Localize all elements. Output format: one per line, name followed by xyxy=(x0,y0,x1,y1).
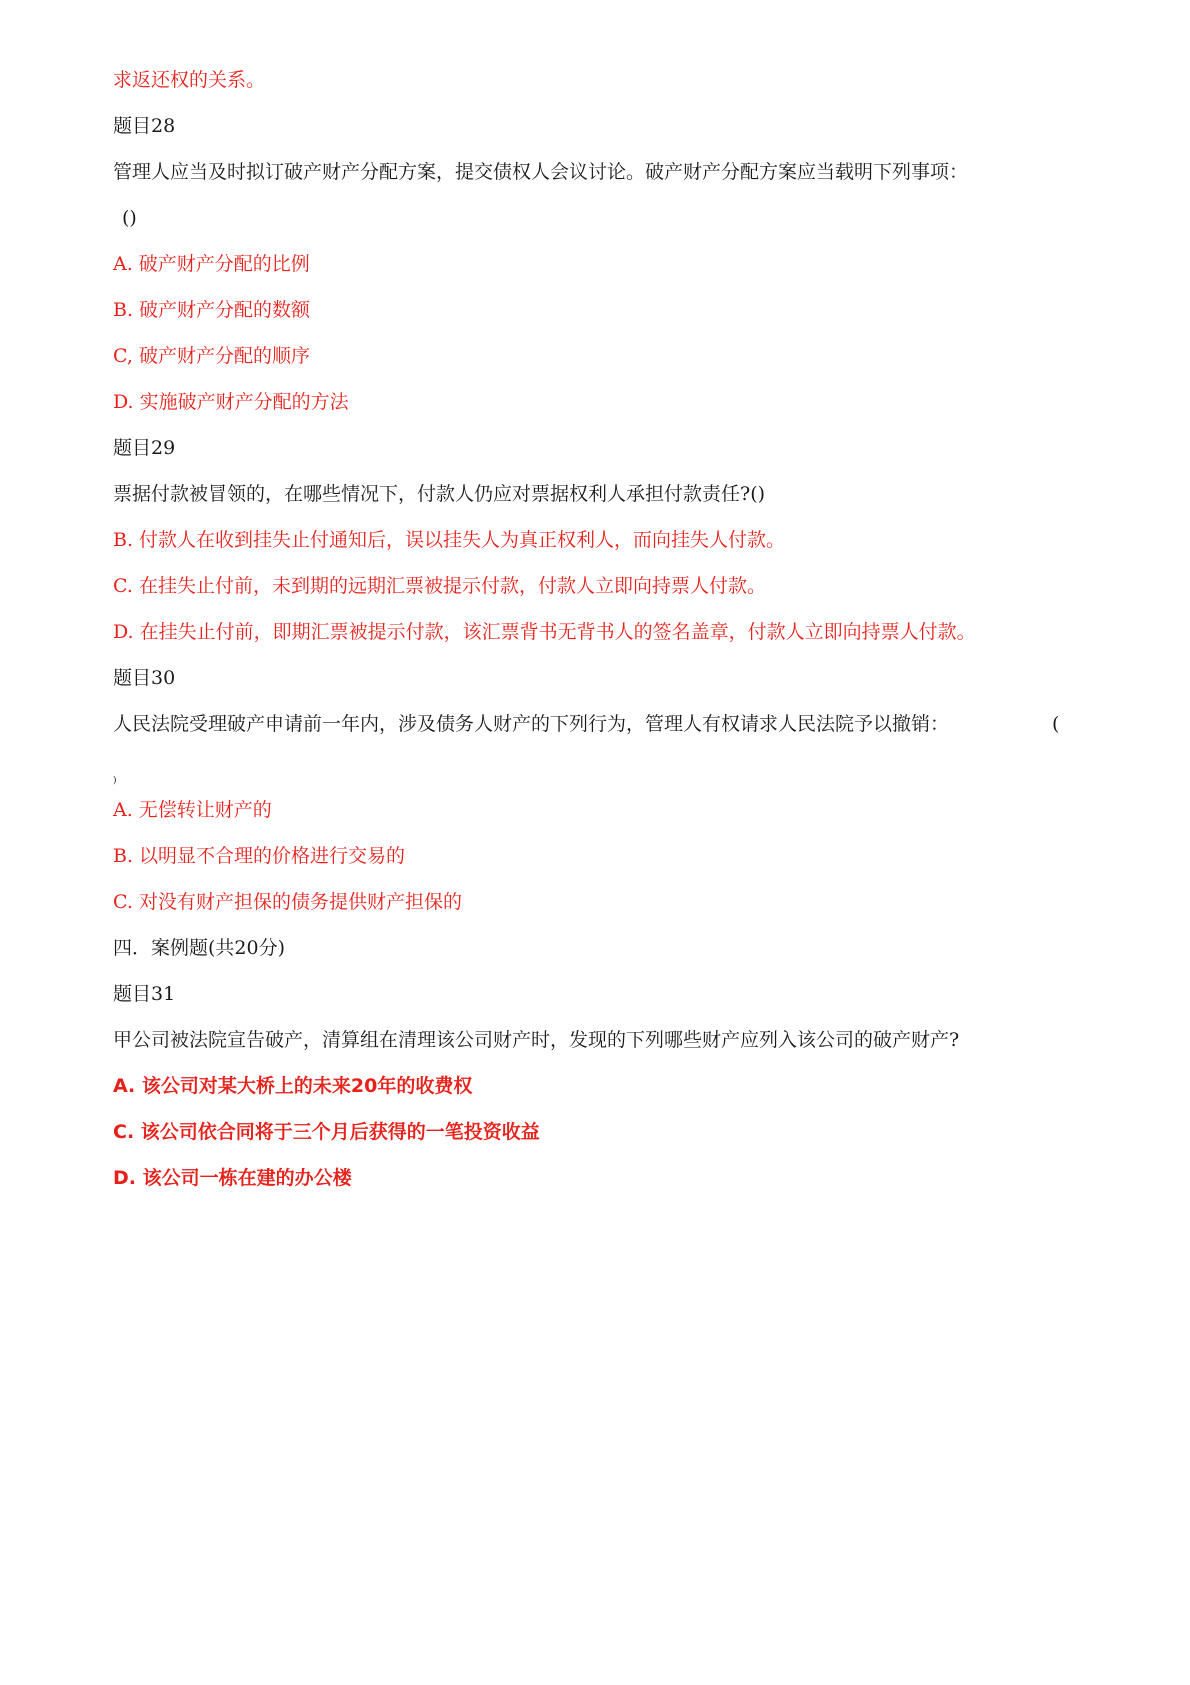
question-30-option-b: B. 以明显不合理的价格进行交易的 xyxy=(113,845,406,867)
question-28-option-b: B. 破产财产分配的数额 xyxy=(113,299,311,321)
question-28-blank: () xyxy=(122,207,137,229)
question-28-heading: 题目28 xyxy=(113,115,176,137)
question-29-option-d: D. 在挂失止付前，即期汇票被提示付款，该汇票背书无背书人的签名盖章，付款人立即向持票人付款。 xyxy=(113,621,976,643)
question-28-text: 管理人应当及时拟订破产财产分配方案，提交债权人会议讨论。破产财产分配方案应当载明下列事项： xyxy=(113,161,969,183)
question-30-option-a: A. 无偿转让财产的 xyxy=(113,799,272,821)
question-29-option-c: C. 在挂失止付前，未到期的远期汇票被提示付款，付款人立即向持票人付款。 xyxy=(113,575,766,597)
answer-continuation-text: 求返还权的关系。 xyxy=(113,69,266,91)
question-28-option-c: C, 破产财产分配的顺序 xyxy=(113,345,310,367)
question-30-text: 人民法院受理破产申请前一年内，涉及债务人财产的下列行为，管理人有权请求人民法院予以撤销： xyxy=(113,713,950,735)
question-31-option-a: A. 该公司对某大桥上的未来20年的收费权 xyxy=(113,1075,473,1097)
question-31-heading: 题目31 xyxy=(113,983,176,1005)
question-31-option-d: D. 该公司一栋在建的办公楼 xyxy=(113,1167,352,1189)
question-28-option-a: A. 破产财产分配的比例 xyxy=(113,253,310,275)
question-30-heading: 题目30 xyxy=(113,667,176,689)
question-30-option-c: C. 对没有财产担保的债务提供财产担保的 xyxy=(113,891,462,913)
question-28-option-d: D. 实施破产财产分配的方法 xyxy=(113,391,349,413)
question-29-option-b: B. 付款人在收到挂失止付通知后，误以挂失人为真正权利人，而向挂失人付款。 xyxy=(113,529,786,551)
question-30-open-paren: ( xyxy=(1052,713,1060,735)
question-29-heading: 题目29 xyxy=(113,437,176,459)
question-30-close-paren: ) xyxy=(113,776,117,786)
question-31-option-c: C. 该公司依合同将于三个月后获得的一笔投资收益 xyxy=(113,1121,540,1143)
question-29-text: 票据付款被冒领的，在哪些情况下，付款人仍应对票据权利人承担付款责任?() xyxy=(113,483,766,505)
section-case-study-heading: 四．案例题(共20分) xyxy=(113,937,286,959)
question-31-text: 甲公司被法院宣告破产，清算组在清理该公司财产时，发现的下列哪些财产应列入该公司的破产财产? xyxy=(113,1029,960,1051)
